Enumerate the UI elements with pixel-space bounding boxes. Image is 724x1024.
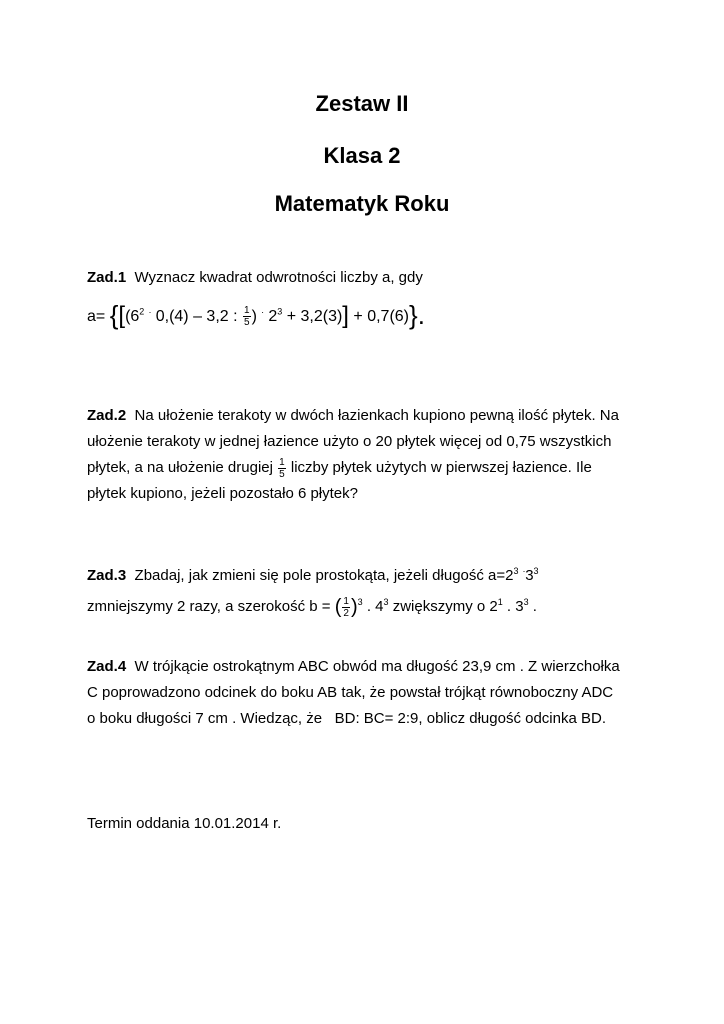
task-4-label: Zad.4	[87, 658, 127, 675]
task-3-line-2	[87, 589, 647, 620]
task-2-line-1	[87, 403, 647, 429]
task-3-a-base2: 3	[525, 567, 534, 584]
task-3-c-mid: . 3	[506, 598, 524, 615]
task-2	[87, 403, 647, 507]
task-2-line-2: ułożenie terakoty w jednej łazience użyto o 20 płytek więcej od 0,75 wszystkich	[87, 433, 612, 450]
document-title: Zestaw II	[315, 91, 409, 116]
task-1-formula: $a= \{[(6^2$ . 0,(4) – 3,2 : $\frac{1}{5}$ ) . $2^3 + 3,2(3)] + 0,7(6)$}.	[87, 300, 425, 330]
formula-close-bracket: ]	[342, 302, 349, 329]
task-3-a-exp2: 3	[533, 566, 539, 576]
task-3	[87, 556, 647, 620]
formula-fraction	[243, 305, 251, 328]
formula-close-brace: }	[409, 300, 418, 330]
task-3-frac-num: 1	[343, 595, 349, 607]
task-1-label: Zad.1	[87, 269, 127, 286]
task-2-line-4: płytek kupiono, jeżeli pozostało 6 płytek?	[87, 485, 358, 502]
formula-part2: + 3,2(3)	[286, 308, 343, 325]
task-2-frac-den: 5	[279, 468, 285, 480]
task-3-label: Zad.3	[87, 567, 127, 584]
formula-exp1: 2	[139, 306, 145, 317]
formula-open-bracket: [	[118, 302, 126, 329]
task-3-c-exp2: 3	[523, 597, 529, 607]
task-3-fraction	[342, 596, 350, 619]
task-3-b-exp2: 3	[383, 597, 389, 607]
formula-frac-den: 5	[244, 317, 250, 329]
task-2-fraction	[278, 457, 286, 480]
task-4-line-1	[87, 654, 647, 680]
task-3-line-1	[87, 556, 647, 589]
task-3-dot: .	[522, 564, 526, 574]
task-2-label: Zad.2	[87, 407, 127, 424]
deadline-text: Termin oddania 10.01.2014 r.	[87, 815, 282, 832]
task-3-open-paren: (	[334, 596, 342, 618]
formula-exp2: 3	[277, 306, 283, 317]
task-3-close-paren: )	[350, 596, 358, 618]
task-3-text-1: Zbadaj, jak zmieni się pole prostokąta, jeżeli długość a=2	[134, 567, 514, 584]
task-2-frac-num: 1	[279, 456, 285, 468]
task-2-text-3a: płytek, a na ułożenie drugiej	[87, 459, 273, 476]
formula-period: .	[417, 300, 425, 330]
task-4-line-2: C poprowadzono odcinek do boku AB tak, że powstał trójkąt równoboczny ADC	[87, 684, 614, 701]
task-3-b-mid: . 4	[366, 598, 384, 615]
formula-lhs: a=	[87, 308, 106, 325]
formula-base2: 2	[268, 308, 278, 325]
formula-base1: 6	[130, 308, 140, 325]
task-3-c-end: .	[532, 598, 537, 615]
task-4-text-1: W trójkącie ostrokątnym ABC obwód ma długość 23,9 cm . Z wierzchołka	[134, 658, 620, 675]
document-competition: Matematyk Roku	[274, 191, 450, 216]
formula-frac-num: 1	[244, 305, 250, 317]
document-class: Klasa 2	[323, 143, 401, 168]
task-4-line-3: o boku długości 7 cm . Wiedząc, że BD: BC= 2:9, oblicz długość odcinka BD.	[87, 710, 606, 727]
task-2-text-3b: liczby płytek użytych w pierwszej łazience. Ile	[290, 459, 592, 476]
task-3-text-2b: zwiększymy o 2	[392, 598, 498, 615]
task-3-frac-den: 2	[343, 607, 349, 619]
task-1	[87, 265, 647, 291]
formula-dot2: .	[261, 305, 264, 315]
task-3-text-2a: zmniejszymy 2 razy, a szerokość b =	[87, 598, 331, 615]
formula-part1: 0,(4) – 3,2 :	[155, 308, 238, 325]
task-3-c-exp1: 1	[497, 597, 503, 607]
formula-dot1: .	[148, 305, 152, 315]
task-1-text: Wyznacz kwadrat odwrotności liczby a, gdy	[134, 269, 423, 286]
task-3-b-exp1: 3	[357, 597, 363, 607]
task-2-text-1: Na ułożenie terakoty w dwóch łazienkach kupiono pewną ilość płytek. Na	[134, 407, 619, 424]
formula-part3: + 0,7(6)	[353, 308, 410, 325]
task-3-a-exp1: 3	[513, 566, 519, 576]
formula-open-brace: {	[109, 300, 119, 330]
task-4	[87, 654, 647, 732]
task-2-line-3	[87, 455, 647, 481]
